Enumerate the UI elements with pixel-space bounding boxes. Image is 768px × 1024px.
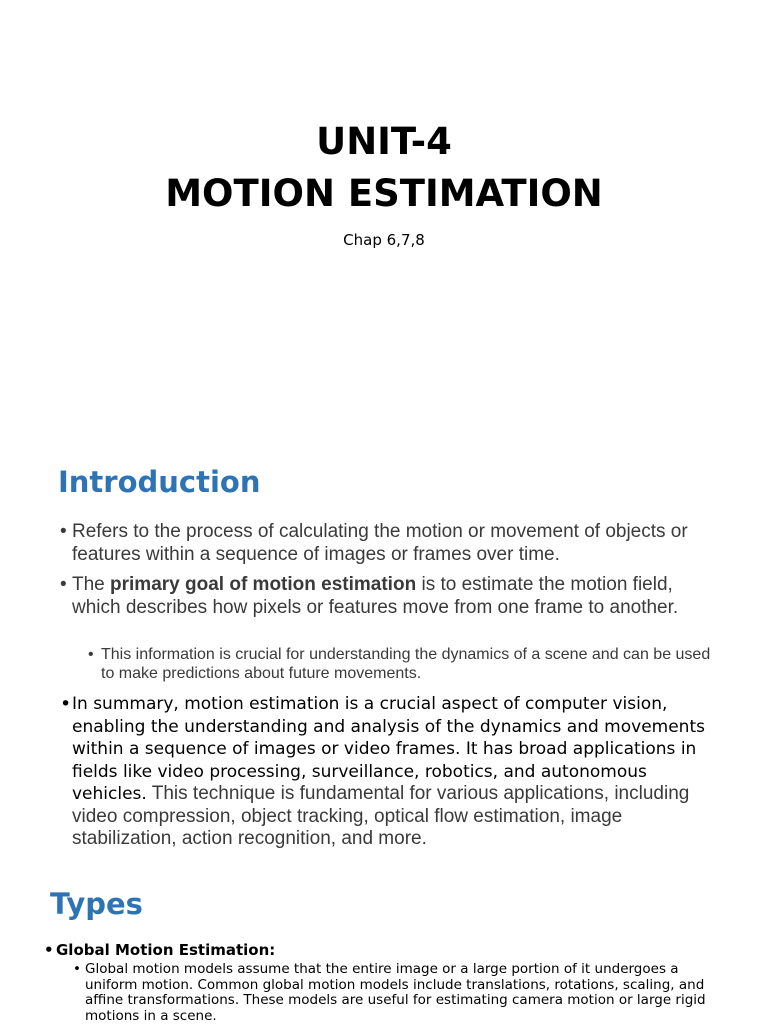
bullet-text-emphasis: primary goal of motion estimation (110, 574, 417, 595)
bullet-dot: • (44, 941, 54, 959)
title-slide (0, 0, 768, 440)
intro-bullet-summary (60, 693, 710, 851)
bullet-dot: • (60, 521, 67, 542)
applications-text: This technique is fundamental for various applications, including video compression, object tracking, optical flow estimation, image stabilization, action recognition, and more. (72, 783, 690, 849)
bullet-text (60, 693, 710, 851)
bullet-text: Global motion models assume that the entire image or a large portion of it undergoes a uniform motion. Common global motion models include translations, rotations, scaling, and affine transformations. These models are useful for estimating camera motion or large rigid motions in a scene. (85, 961, 706, 1024)
bullet-dot: • (88, 646, 94, 663)
bullet-dot: • (73, 961, 81, 977)
intro-bullet-primary-goal (60, 574, 710, 619)
bullet-text (60, 574, 710, 619)
types-heading: Types (50, 887, 143, 921)
bullet-text: This information is crucial for understanding the dynamics of a scene and can be used to make predictions about future movements. (101, 646, 711, 682)
types-sub-bullet-global-desc (73, 962, 733, 1024)
bullet-text: Refers to the process of calculating the motion or movement of objects or features within a sequence of images or frames over time. (72, 521, 688, 565)
intro-sub-bullet-information (88, 645, 718, 683)
bullet-text-end: is to estimate the motion field, which describes how pixels or features move from one frame to another. (72, 574, 679, 618)
slide-title-unit: UNIT-4 (316, 120, 452, 163)
summary-text: In summary, motion estimation is a crucial aspect of computer vision, enabling the understanding and analysis of the dynamics and movements within a sequence of images or video frames. It has broad applications in fields like video processing, surveillance, robotics, and autonomous vehicles. (72, 694, 705, 804)
intro-bullet-definition (60, 521, 710, 566)
bullet-text-start: The (72, 574, 111, 595)
types-bullet-global (44, 941, 724, 959)
bullet-dot: • (60, 693, 72, 715)
introduction-heading: Introduction (58, 465, 261, 499)
bullet-dot: • (60, 574, 67, 595)
slide-title-topic: MOTION ESTIMATION (165, 172, 603, 215)
bullet-text: Global Motion Estimation: (56, 941, 276, 959)
slide-subtitle: Chap 6,7,8 (343, 231, 425, 249)
